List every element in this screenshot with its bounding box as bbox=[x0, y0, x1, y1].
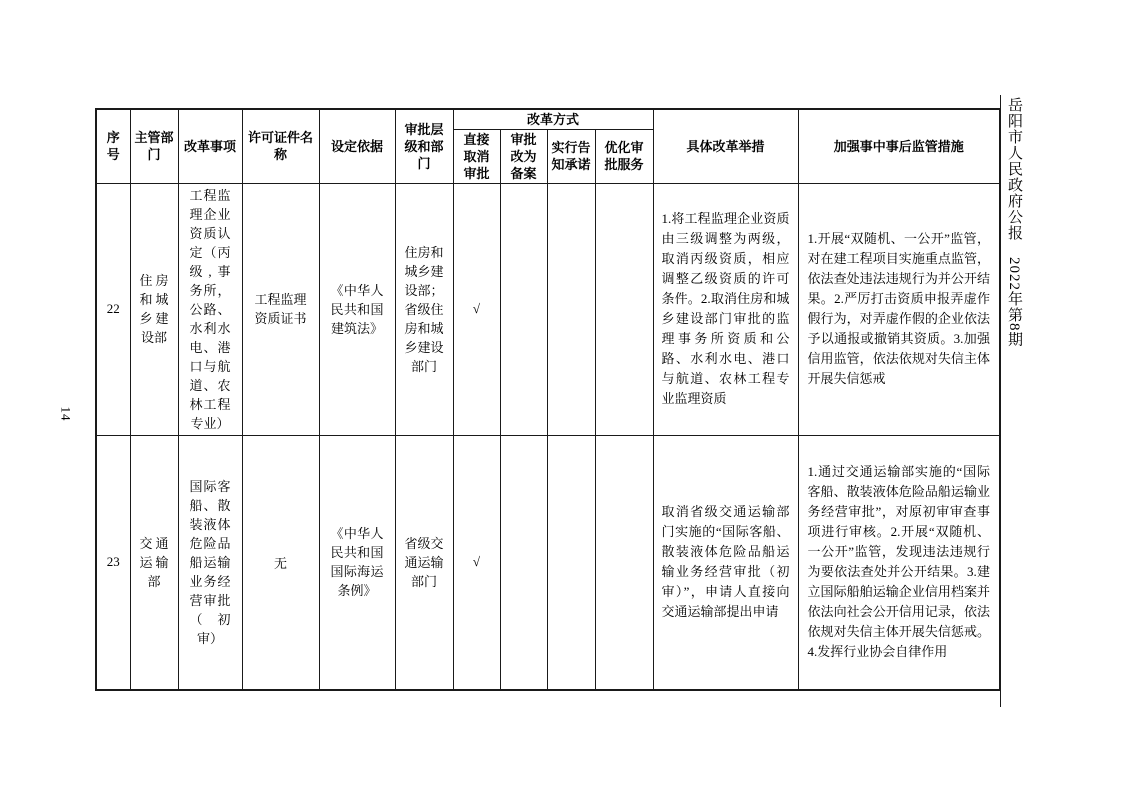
header-approval-level-dept: 审批层级和部门 bbox=[395, 109, 453, 183]
header-optimize: 优化审批服务 bbox=[595, 129, 653, 183]
cell-cancel-checkmark: √ bbox=[453, 183, 500, 435]
header-seq: 序号 bbox=[96, 109, 130, 183]
cell-approval-level-dept: 住房和城乡建设部；省级住房和城乡建设部门 bbox=[395, 183, 453, 435]
header-row-group bbox=[96, 109, 1000, 129]
header-measures: 具体改革举措 bbox=[653, 109, 798, 183]
cell-seq: 22 bbox=[96, 183, 130, 435]
cell-supervision: 1.开展“双随机、一公开”监管，对在建工程项目实施重点监管，依法查处违法违规行为并公开结果。2.严厉打击资质申报弄虚作假行为，对弄虚作假的企业依法予以通报或撤销其资质。3.加强信用监管，依法依规对失信主体开展失信惩戒 bbox=[798, 183, 1000, 435]
cell-supervision: 1.通过交通运输部实施的“国际客船、散装液体危险品船运输业务经营审批”，对原初审审查事项进行审核。2.开展“双随机、一公开”监管，发现违法违规行为要依法查处并公开结果。3.建立国际船舶运输企业信用档案并依法向社会公开信用记录，依法依规对失信主体开展失信惩戒。4.发挥行业协会自律作用 bbox=[798, 435, 1000, 690]
cell-department: 交通运输部 bbox=[130, 435, 178, 690]
cell-basis: 《中华人民共和国国际海运条例》 bbox=[319, 435, 395, 690]
header-to-record: 审批改为备案 bbox=[500, 129, 547, 183]
header-cancel: 直接取消审批 bbox=[453, 129, 500, 183]
cell-to-record bbox=[500, 183, 547, 435]
cell-optimize bbox=[595, 183, 653, 435]
header-license-name: 许可证件名称 bbox=[242, 109, 319, 183]
cell-license-name: 工程监理资质证书 bbox=[242, 183, 319, 435]
cell-notify-commit bbox=[547, 183, 595, 435]
header-supervision: 加强事中事后监管措施 bbox=[798, 109, 1000, 183]
cell-reform-item: 国际客船、散装液体危险品船运输业务经营审批（初审） bbox=[178, 435, 242, 690]
cell-seq: 23 bbox=[96, 435, 130, 690]
table-row bbox=[96, 435, 1000, 690]
cell-measures: 取消省级交通运输部门实施的“国际客船、散装液体危险品船运输业务经营审批（初审）”，申请人直接向交通运输部提出申请 bbox=[653, 435, 798, 690]
header-notify-commit: 实行告知承诺 bbox=[547, 129, 595, 183]
cell-license-name: 无 bbox=[242, 435, 319, 690]
header-department: 主管部门 bbox=[130, 109, 178, 183]
cell-department: 住房和城乡建设部 bbox=[130, 183, 178, 435]
cell-approval-level-dept: 省级交通运输部门 bbox=[395, 435, 453, 690]
header-reform-item: 改革事项 bbox=[178, 109, 242, 183]
table-row bbox=[96, 183, 1000, 435]
cell-measures: 1.将工程监理企业资质由三级调整为两级，取消丙级资质，相应调整乙级资质的许可条件。2.取消住房和城乡建设部门审批的监理事务所资质和公路、水利水电、港口与航道、农林工程专业监理资质 bbox=[653, 183, 798, 435]
reform-items-table bbox=[95, 108, 1001, 691]
cell-optimize bbox=[595, 435, 653, 690]
page-number: 14 bbox=[58, 406, 74, 422]
cell-notify-commit bbox=[547, 435, 595, 690]
cell-to-record bbox=[500, 435, 547, 690]
cell-basis: 《中华人民共和国建筑法》 bbox=[319, 183, 395, 435]
gazette-spine-title: 岳阳市人民政府公报 2022年第8期 bbox=[1006, 97, 1022, 348]
header-reform-method-group: 改革方式 bbox=[453, 109, 653, 129]
cell-cancel-checkmark: √ bbox=[453, 435, 500, 690]
header-basis: 设定依据 bbox=[319, 109, 395, 183]
cell-reform-item: 工程监理企业资质认定（丙级,事务所，公路、水利水电、港口与航道、农林工程专业） bbox=[178, 183, 242, 435]
